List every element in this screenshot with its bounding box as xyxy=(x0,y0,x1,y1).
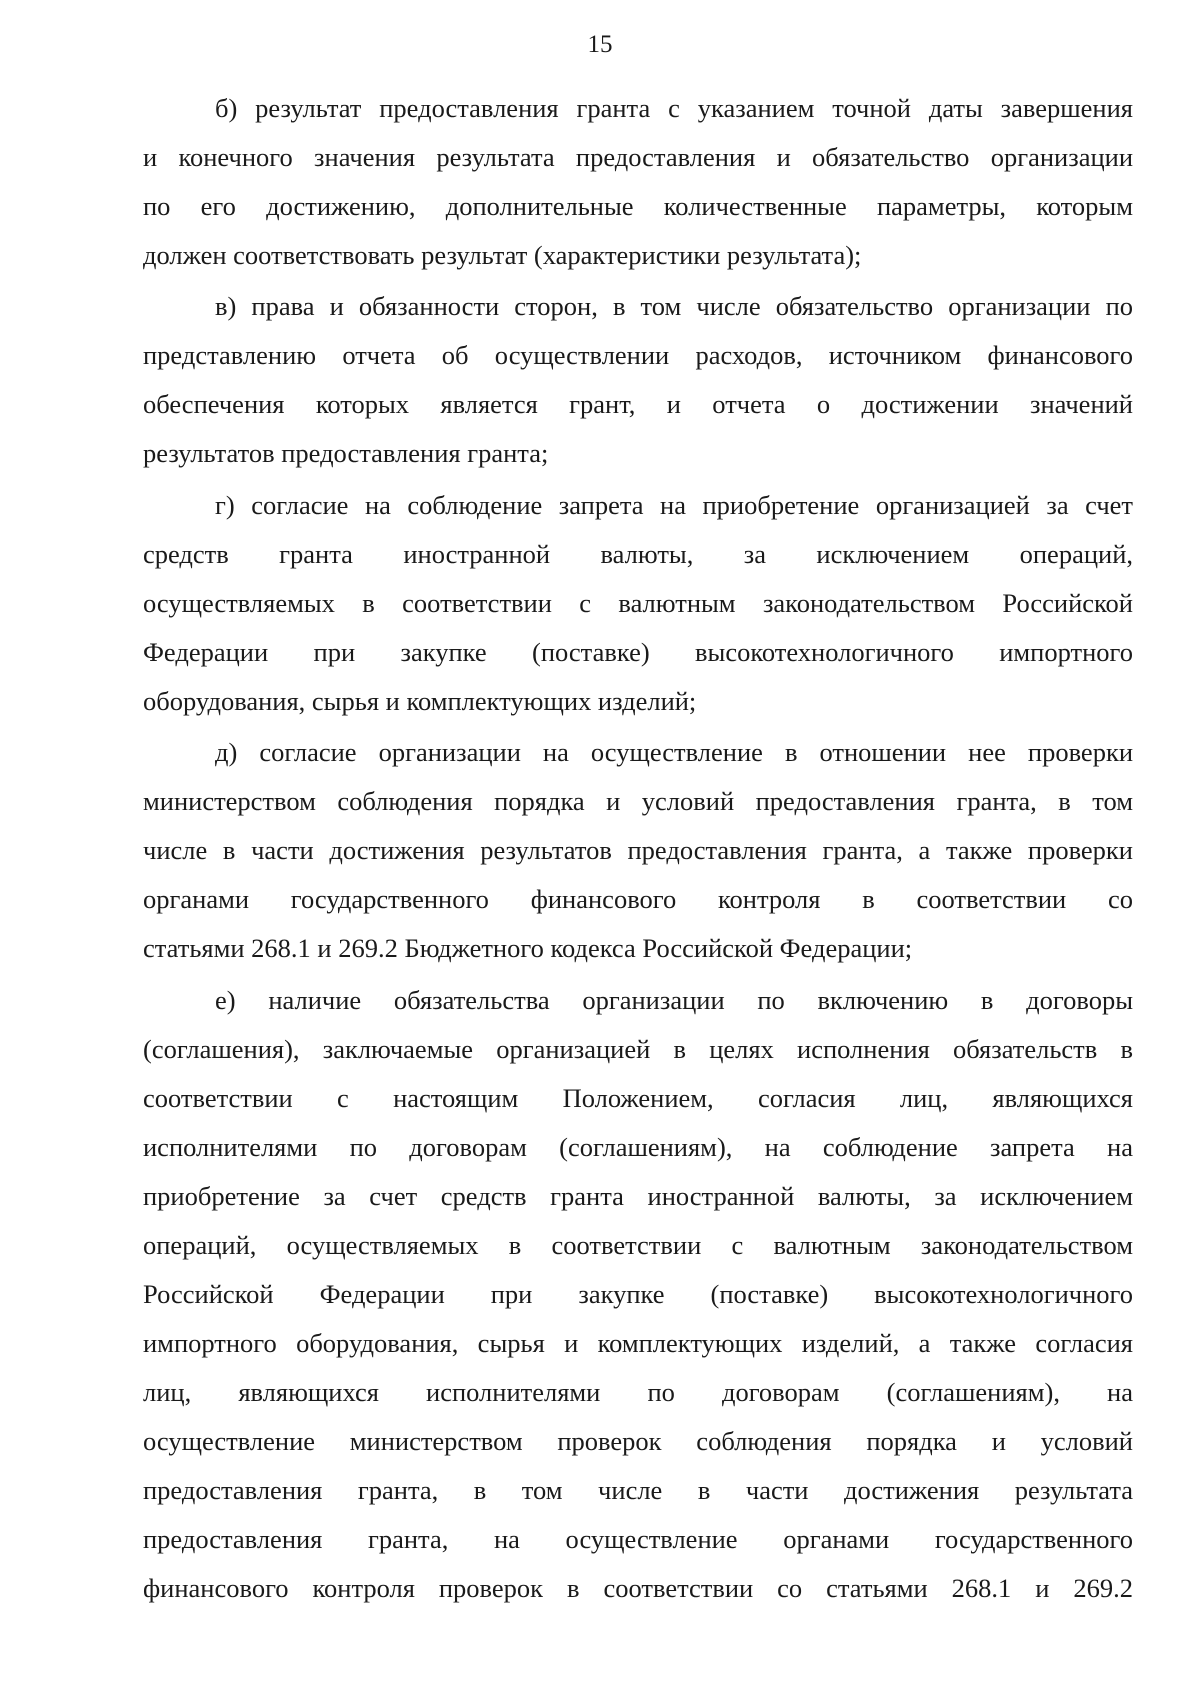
paragraph-b xyxy=(143,84,1133,280)
paragraph-line: должен соответствовать результат (характеристики результата); xyxy=(143,240,862,270)
paragraph-line: б) результат предоставления гранта с указанием точной даты завершения xyxy=(215,93,1133,123)
paragraph-line: Федерации при закупке (поставке) высокотехнологичного импортного xyxy=(143,637,1133,667)
paragraph-line: г) согласие на соблюдение запрета на приобретение организацией за счет xyxy=(215,490,1133,520)
paragraph-line: Российской Федерации при закупке (поставке) высокотехнологичного xyxy=(143,1279,1133,1309)
paragraph-line: осуществляемых в соответствии с валютным законодательством Российской xyxy=(143,588,1133,618)
paragraph-line: е) наличие обязательства организации по включению в договоры xyxy=(215,985,1133,1015)
paragraph-line: в) права и обязанности сторон, в том числе обязательство организации по xyxy=(215,291,1133,321)
paragraph-line: операций, осуществляемых в соответствии с валютным законодательством xyxy=(143,1230,1133,1260)
paragraph-line: финансового контроля проверок в соответствии со статьями 268.1 и 269.2 xyxy=(143,1573,1133,1603)
paragraph-line: органами государственного финансового контроля в соответствии со xyxy=(143,884,1133,914)
paragraph-line: по его достижению, дополнительные количественные параметры, которым xyxy=(143,191,1133,221)
paragraph-line: статьями 268.1 и 269.2 Бюджетного кодекса Российской Федерации; xyxy=(143,933,913,963)
paragraph-line: (соглашения), заключаемые организацией в целях исполнения обязательств в xyxy=(143,1034,1133,1064)
paragraph-d xyxy=(143,728,1133,973)
paragraph-line: министерством соблюдения порядка и условий предоставления гранта, в том xyxy=(143,786,1133,816)
paragraph-line: предоставления гранта, в том числе в части достижения результата xyxy=(143,1475,1133,1505)
paragraph-line: представлению отчета об осуществлении расходов, источником финансового xyxy=(143,340,1133,370)
paragraph-line: соответствии с настоящим Положением, согласия лиц, являющихся xyxy=(143,1083,1133,1113)
paragraph-line: импортного оборудования, сырья и комплектующих изделий, а также согласия xyxy=(143,1328,1133,1358)
paragraph-g xyxy=(143,481,1133,726)
page-number: 15 xyxy=(587,31,613,58)
paragraph-e xyxy=(143,976,1133,1613)
paragraph-line: оборудования, сырья и комплектующих изделий; xyxy=(143,686,697,716)
paragraph-line: лиц, являющихся исполнителями по договорам (соглашениям), на xyxy=(143,1377,1133,1407)
paragraph-line: результатов предоставления гранта; xyxy=(143,438,549,468)
paragraph-line: исполнителями по договорам (соглашениям), на соблюдение запрета на xyxy=(143,1132,1133,1162)
paragraph-line: д) согласие организации на осуществление в отношении нее проверки xyxy=(215,737,1133,767)
paragraph-line: средств гранта иностранной валюты, за исключением операций, xyxy=(143,539,1133,569)
paragraph-line: осуществление министерством проверок соблюдения порядка и условий xyxy=(143,1426,1133,1456)
paragraph-line: приобретение за счет средств гранта иностранной валюты, за исключением xyxy=(143,1181,1133,1211)
paragraph-line: обеспечения которых является грант, и отчета о достижении значений xyxy=(143,389,1133,419)
paragraph-line: числе в части достижения результатов предоставления гранта, а также проверки xyxy=(143,835,1133,865)
paragraph-line: предоставления гранта, на осуществление органами государственного xyxy=(143,1524,1133,1554)
paragraph-line: и конечного значения результата предоставления и обязательство организации xyxy=(143,142,1133,172)
paragraph-v xyxy=(143,282,1133,478)
